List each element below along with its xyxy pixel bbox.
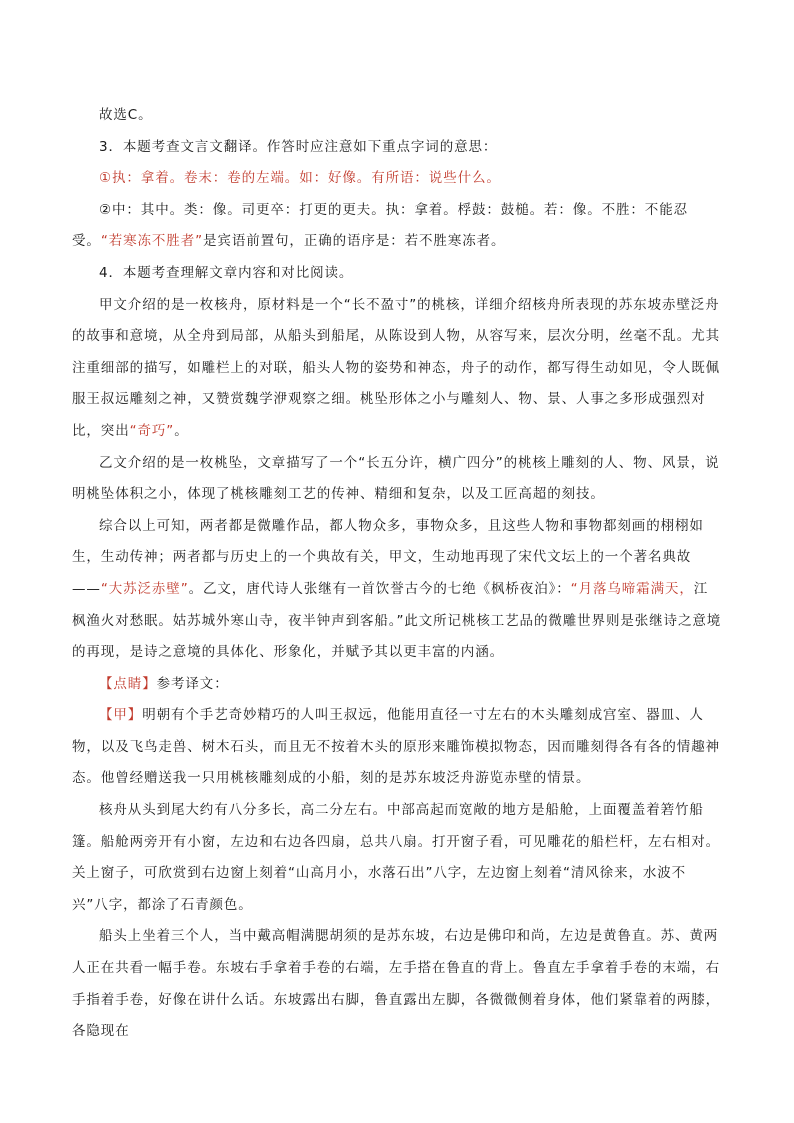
q4-jia-quote: “奇巧” — [129, 422, 175, 439]
q3-point-2-quote: “若寒冻不胜者” — [100, 233, 204, 250]
q4-jia-text: 甲文介绍的是一枚核舟，原材料是一个“长不盈寸”的桃核，详细介绍核舟所表现的苏东坡赤壁泛舟的故事和意境，从全舟到局部，从船头到船尾，从陈设到人物，从容写来，层次分明，丝毫不乱。尤其注重细部的描写，如雕栏上的对联，船头人物的姿势和神态，舟子的动作，都写得生动如见，令人既佩服王叔远雕刻之神，又赞赏魏学洢观察之细。桃坠形体之小与雕刻人、物、景、人事之多形成强烈对比，突出 — [72, 296, 720, 439]
translation-paragraph-3: 船头上坐着三个人，当中戴高帽满腮胡须的是苏东坡，右边是佛印和尚，左边是黄鲁直。苏、黄两人正在共看一幅手卷。东坡右手拿着手卷的右端，左手搭在鲁直的背上。鲁直左手拿着手卷的末端，右手指着手卷，好像在讲什么话。东坡露出右脚，鲁直露出左脚，各微微侧着身体，他们紧靠着的两膝，各隐现在 — [72, 928, 720, 1040]
jia-tag: 【甲】 — [99, 707, 143, 724]
q4-paragraph-yi: 乙文介绍的是一枚桃坠，文章描写了一个“长五分许，横广四分”的桃核上雕刻的人、物、风景，说明桃坠体积之小，体现了桃核雕刻工艺的传神、精细和复杂，以及工匠高超的刻技。 — [72, 454, 720, 503]
q3-point-2-rest: 是宾语前置句，正确的语序是：若不胜寒冻者。 — [203, 233, 506, 250]
q4-paragraph-summary — [72, 511, 722, 669]
translation-paragraph-1 — [72, 700, 722, 795]
q4-summary-text-2: 。乙文，唐代诗人张继有一首饮誉古今的七绝《枫桥夜泊》： — [188, 580, 571, 597]
question-3-heading: 3．本题考查文言文翻译。作答时应注意如下重点字词的意思： — [99, 138, 498, 155]
q4-summary-text-3: 江枫渔火对愁眠。姑苏城外寒山寺，夜半钟声到客船。”此文所记桃核工艺品的微雕世界则是张继诗之意境的再现，是诗之意境的具体化、形象化，并赋予其以更丰富的内涵。 — [72, 580, 722, 661]
q4-summary-quote-1: “大苏泛赤壁” — [100, 580, 189, 597]
translation-text-1: 明朝有个手艺奇妙精巧的人叫王叔远，他能用直径一寸左右的木头雕刻成宫室、器皿、人物，以及飞鸟走兽、树木石头，而且无不按着木头的原形来雕饰模拟物态，因而雕刻得各有各的情趣神态。他曾经赠送我一只用桃核雕刻成的小船，刻的是苏东坡泛舟游览赤壁的情景。 — [72, 707, 720, 787]
dianjing-tag: 【点睛】 — [99, 675, 157, 692]
q4-summary-text: 综合以上可知，两者都是微雕作品，都人物众多，事物众多，且这些人物和事物都刻画的栩栩如生，生动传神；两者都与历史上的一个典故有关，甲文，生动地再现了宋代文坛上的一个著名典故—— — [72, 517, 704, 597]
document-body — [72, 100, 722, 1048]
dianjing-line — [72, 669, 722, 701]
q3-point-2-text: ②中：其中。类：像。司更卒：打更的更夫。执：拿着。桴鼓：鼓槌。若：像。不胜：不能忍受。 — [72, 201, 689, 250]
q4-jia-end: 。 — [174, 422, 189, 439]
q4-summary-quote-2: “月落乌啼霜满天， — [570, 580, 694, 597]
q4-paragraph-jia — [72, 290, 722, 448]
translation-paragraph-2: 核舟从头到尾大约有八分多长，高二分左右。中部高起而宽敞的地方是船舱，上面覆盖着箬竹船篷。船舱两旁开有小窗，左边和右边各四扇，总共八扇。打开窗子看，可见雕花的船栏杆，左右相对。关上窗子，可欣赏到右边窗上刻着“山高月小，水落石出”八字，左边窗上刻着“清风徐来，水波不兴”八字，都涂了石青颜色。 — [72, 802, 720, 913]
q3-point-2 — [72, 195, 722, 258]
q3-point-1: ①执：拿着。卷末：卷的左端。如：好像。有所语：说些什么。 — [99, 170, 501, 187]
dianjing-text: 参考译文： — [156, 675, 229, 692]
answer-line: 故选C。 — [99, 107, 153, 123]
question-4-heading: 4．本题考查理解文章内容和对比阅读。 — [99, 264, 354, 281]
